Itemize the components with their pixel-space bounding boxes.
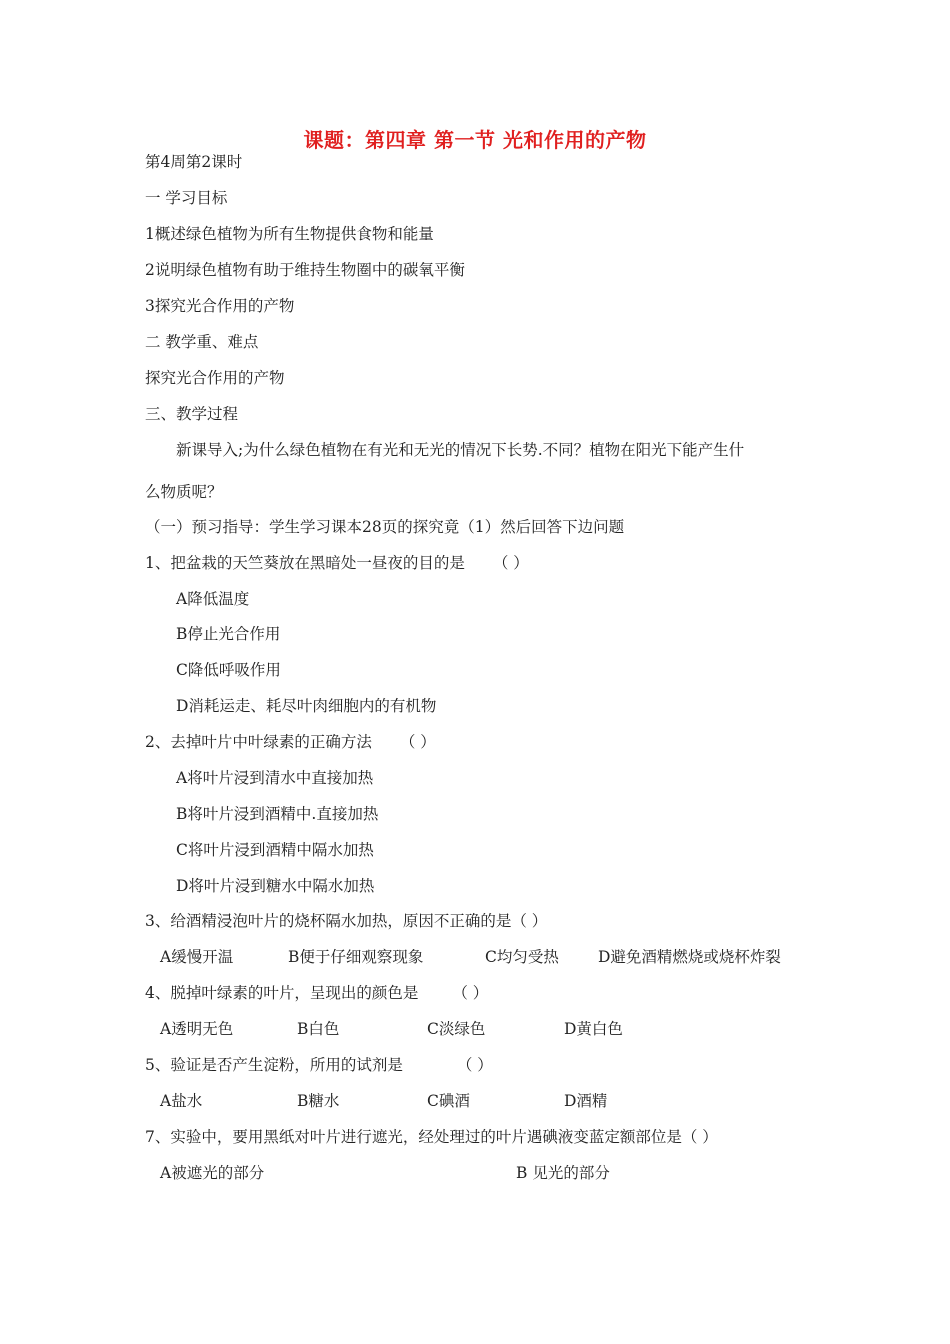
question-7	[145, 1127, 718, 1147]
question-option: C降低呼吸作用	[176, 661, 281, 679]
question-4	[145, 983, 488, 1003]
answer-blank: （ ）	[681, 1128, 718, 1146]
question-option: C淡绿色	[427, 1020, 486, 1038]
question-option: B白色	[297, 1020, 340, 1038]
question-option: A降低温度	[176, 590, 250, 608]
question-3	[145, 911, 547, 931]
question-stem: 1、把盆栽的天竺葵放在黑暗处一昼夜的目的是	[145, 554, 465, 572]
section-heading-key-points: 二 教学重、难点	[145, 333, 259, 351]
lesson-period: 第4周第2课时	[145, 153, 243, 171]
question-option: C碘酒	[427, 1092, 470, 1110]
question-stem: 3、给酒精浸泡叶片的烧杯隔水加热，原因不正确的是	[145, 912, 512, 930]
question-stem: 5、验证是否产生淀粉，所用的试剂是	[145, 1056, 403, 1074]
intro-paragraph-line: 新课导入;为什么绿色植物在有光和无光的情况下长势.不同？植物在阳光下能产生什	[176, 441, 745, 459]
question-option: B便于仔细观察现象	[288, 948, 424, 966]
question-option: D避免酒精燃烧或烧杯炸裂	[598, 948, 781, 966]
question-option: B将叶片浸到酒精中.直接加热	[176, 805, 379, 823]
answer-blank: （ ）	[456, 1056, 493, 1074]
answer-blank: （ ）	[511, 912, 548, 930]
question-option: B 见光的部分	[516, 1164, 610, 1182]
question-option: D消耗运走、耗尽叶肉细胞内的有机物	[176, 697, 437, 715]
question-5	[145, 1055, 493, 1075]
question-stem: 4、脱掉叶绿素的叶片，呈现出的颜色是	[145, 984, 419, 1002]
goal-item: 3探究光合作用的产物	[145, 297, 295, 315]
question-option: D酒精	[564, 1092, 608, 1110]
question-stem: 2、去掉叶片中叶绿素的正确方法	[145, 733, 372, 751]
section-heading-process: 三、教学过程	[145, 405, 239, 423]
question-option: A透明无色	[160, 1020, 234, 1038]
intro-paragraph-line: 么物质呢？	[145, 483, 223, 501]
question-2	[145, 732, 436, 752]
question-option: A缓慢开温	[160, 948, 234, 966]
goal-item: 1概述绿色植物为所有生物提供食物和能量	[145, 225, 434, 243]
question-option: A被遮光的部分	[160, 1164, 265, 1182]
question-option: C均匀受热	[485, 948, 559, 966]
preview-guide: （一）预习指导：学生学习课本28页的探究竟（1）然后回答下边问题	[145, 518, 625, 536]
answer-blank: （ ）	[492, 554, 529, 572]
answer-blank: （ ）	[452, 984, 489, 1002]
question-option: B停止光合作用	[176, 625, 281, 643]
goal-item: 2说明绿色植物有助于维持生物圈中的碳氧平衡	[145, 261, 465, 279]
document-title: 课题：第四章 第一节 光和作用的产物	[303, 128, 647, 152]
question-option: A将叶片浸到清水中直接加热	[176, 769, 374, 787]
question-1	[145, 553, 529, 573]
question-stem: 7、实验中，要用黑纸对叶片进行遮光，经处理过的叶片遇碘液变蓝定额部位是	[145, 1128, 682, 1146]
question-option: C将叶片浸到酒精中隔水加热	[176, 841, 374, 859]
question-option: B糖水	[297, 1092, 340, 1110]
question-option: D将叶片浸到糖水中隔水加热	[176, 877, 375, 895]
section-heading-goals: 一 学习目标	[145, 189, 228, 207]
question-option: A盐水	[160, 1092, 203, 1110]
answer-blank: （ ）	[399, 733, 436, 751]
question-option: D黄白色	[564, 1020, 623, 1038]
key-point-text: 探究光合作用的产物	[145, 369, 285, 387]
